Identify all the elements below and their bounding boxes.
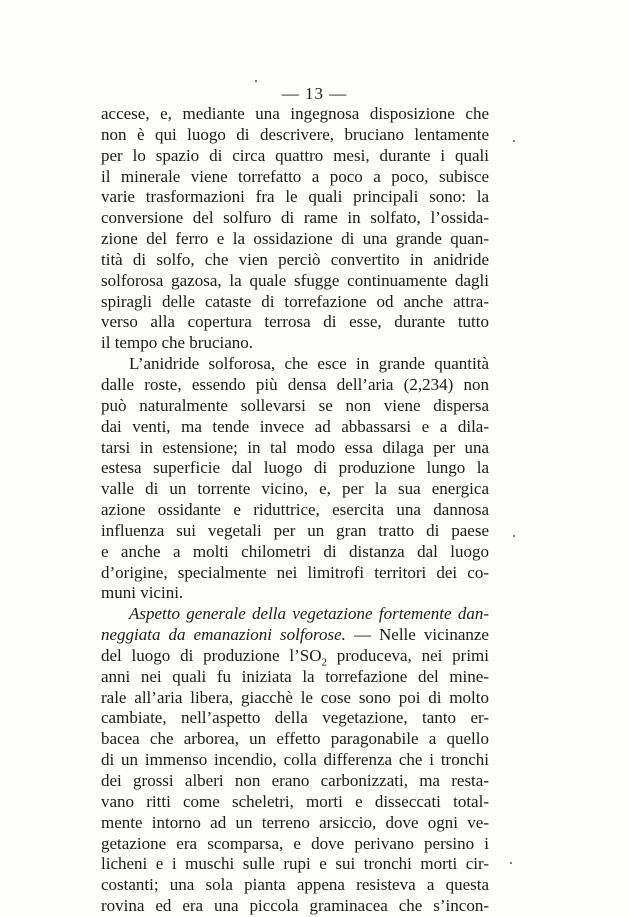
print-speck (513, 535, 515, 537)
text-line: dei grossi alberi non erano carbonizzati, ma resta- (101, 771, 489, 790)
text-line: azione ossidante e riduttrice, esercita una dannosa (101, 500, 489, 520)
text-line: tità di solfo, che vien perciò convertito in anidride (101, 249, 489, 269)
text-line: può naturalmente sollevarsi se non viene dispersa (101, 395, 489, 415)
text-line: cambiate, nell’aspetto della vegetazione, tanto er- (101, 708, 489, 728)
text-line: zione del ferro e la ossidazione di una grande quan- (101, 229, 489, 249)
paragraph-3 (101, 604, 489, 917)
text-line: costanti; una sola pianta appena resisteva a questa (101, 875, 489, 895)
text-line: mente intorno ad un terreno arsiccio, dove ogni ve- (101, 812, 489, 832)
text-line: varie trasformazioni fra le quali principali sono: la (101, 187, 489, 207)
text-line: solforosa gazosa, la quale sfugge continuamente dagli (101, 270, 489, 290)
print-speck (513, 140, 515, 142)
text-line: accese, e, mediante una ingegnosa disposizione che (101, 104, 489, 123)
section-heading-end: neggiata da emanazioni solforose. (101, 625, 346, 645)
subscript: 2 (321, 656, 327, 669)
text-line: il tempo che bruciano. (101, 333, 254, 353)
text-fragment: — Nelle vicinanze (345, 625, 489, 645)
text-fragment: produceva, nei primi (326, 645, 489, 665)
text-line (101, 625, 489, 646)
text-line: getazione era scomparsa, e dove perivano persino i (101, 833, 489, 853)
paragraph-1 (101, 104, 489, 354)
text-line: non è qui luogo di descrivere, bruciano lentamente (101, 124, 489, 144)
text-line: per lo spazio di circa quattro mesi, durante i quali (101, 145, 489, 165)
page-number: — 13 — (281, 84, 348, 103)
text-line: verso alla copertura terrosa di esse, durante tutto (101, 312, 489, 332)
text-line: rale all’aria libera, giacchè le cose sono poi di molto (101, 687, 489, 707)
text-line: conversione del solfuro di rame in solfato, l’ossida- (101, 208, 489, 228)
body-text (101, 104, 489, 917)
text-line: valle di un torrente vicino, e, per la sua energica (101, 479, 489, 499)
text-line: licheni e i muschi sulle rupi e sui tronchi morti cir- (101, 854, 489, 874)
print-speck (510, 862, 512, 864)
text-line: di un immenso incendio, colla differenza che i tronchi (101, 750, 489, 770)
text-line: d’origine, specialmente nei limitrofi territori dei co- (101, 562, 489, 582)
text-line: e anche a molti chilometri di distanza dal luogo (101, 541, 489, 561)
text-line: anni nei quali fu iniziata la torrefazione del mine- (101, 666, 489, 686)
text-line: muni vicini. (101, 583, 184, 603)
text-line: bacea che arborea, un effetto paragonabile a quello (101, 729, 489, 749)
text-line: influenza sui vegetali per un gran tratto di paese (101, 520, 489, 540)
text-line (101, 646, 489, 667)
text-line: vano ritti come scheletri, morti e disseccati total- (101, 791, 489, 811)
text-line: estesa superficie dal luogo di produzione lungo la (101, 458, 489, 478)
section-heading: Aspetto generale della vegetazione fortemente dan- (129, 604, 489, 624)
print-speck (255, 80, 257, 82)
paragraph-2 (101, 354, 489, 604)
text-line: dai venti, ma tende invece ad abbassarsi e a dila- (101, 416, 489, 436)
text-fragment: del luogo di produzione l’SO (101, 645, 322, 665)
text-line: dalle roste, essendo più densa dell’aria (2,234) non (101, 374, 489, 394)
text-line: il minerale viene torrefatto a poco a poco, subisce (101, 166, 489, 186)
text-line: rovina ed era una piccola graminacea che s’incon- (101, 896, 489, 916)
text-line: L’anidride solforosa, che esce in grande quantità (129, 354, 489, 374)
text-line: tarsi in estensione; in tal modo essa dilaga per una (101, 437, 489, 457)
text-line: spiragli delle cataste di torrefazione od anche attra- (101, 291, 489, 311)
